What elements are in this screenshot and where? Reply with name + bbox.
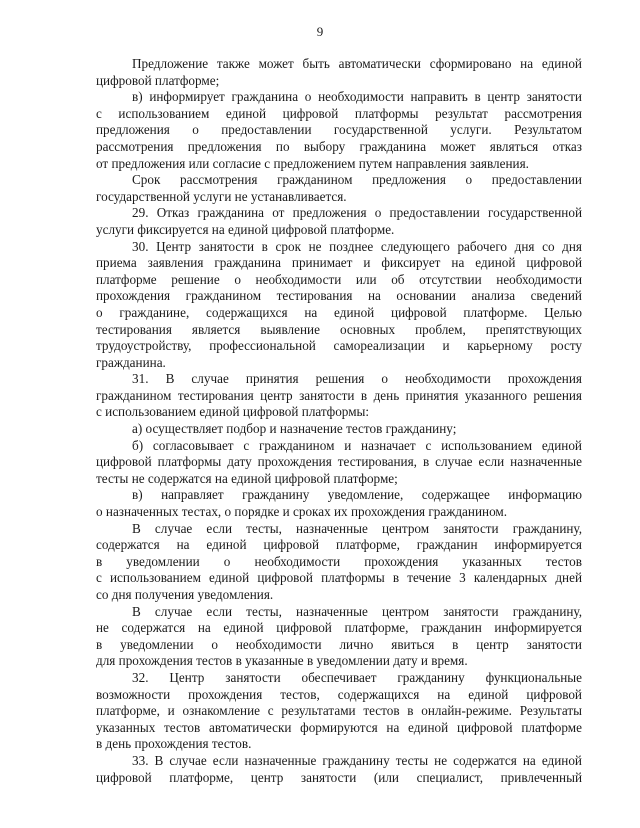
text-line: от предложения или согласие с предложением путем направления заявления.	[96, 155, 529, 171]
text-line: 32. Центр занятости обеспечивает гражданину функциональные	[132, 669, 582, 685]
text-line: цифровой платформе, центр занятости (или специалист, привлеченный	[96, 769, 582, 785]
text-line: а) осуществляет подбор и назначение тестов гражданину;	[132, 421, 457, 437]
text-line: указанных тестов автоматически формируются на единой цифровой платформе	[96, 719, 582, 735]
text-line: не содержатся на единой цифровой платформе, гражданин информируется	[96, 620, 582, 636]
text-line: 29. Отказ гражданина от предложения о предоставлении государственной	[132, 205, 582, 221]
text-line: услуги фиксируется на единой цифровой платформе.	[96, 221, 395, 237]
text-line: тесты не содержатся на единой цифровой платформе;	[96, 470, 398, 486]
text-line: гражданина.	[96, 354, 166, 370]
text-line: в уведомлении о необходимости прохождения указанных тестов	[96, 553, 582, 569]
text-line: 30. Центр занятости в срок не позднее следующего рабочего дня со дня	[132, 238, 582, 254]
text-line: со дня получения уведомления.	[96, 587, 274, 602]
text-line: возможности прохождения тестов, содержащихся на единой цифровой	[96, 686, 582, 702]
text-line: тестирования является выявление основных проблем, препятствующих	[96, 321, 582, 337]
text-line: приема заявления гражданина принимает и фиксирует на единой цифровой	[96, 255, 582, 271]
text-line: в) направляет гражданину уведомление, содержащее информацию	[132, 487, 582, 503]
text-line: о гражданине, содержащихся на единой цифровой платформе. Целью	[96, 304, 582, 320]
text-line: о назначенных тестах, о порядке и сроках их прохождения гражданином.	[96, 504, 508, 520]
text-line: с использованием единой цифровой платформы:	[96, 404, 370, 420]
text-line: в уведомлении о необходимости лично явиться в центр занятости	[96, 636, 582, 652]
text-line: цифровой платформы дату прохождения тестирования, в случае если назначенные	[96, 454, 582, 470]
text-line: в) информирует гражданина о необходимости направить в центр занятости	[132, 89, 582, 105]
text-line: содержатся на единой цифровой платформе, гражданин информируется	[96, 537, 582, 553]
text-line: с использованием единой цифровой платформы в течение 3 календарных дней	[96, 570, 582, 586]
text-line: для прохождения тестов в указанные в уведомлении дату и время.	[96, 653, 468, 669]
text-line: платформе решение о необходимости или об отсутствии необходимости	[96, 271, 582, 287]
text-line: Предложение также может быть автоматически сформировано на единой	[132, 56, 582, 71]
text-line: В случае если тесты, назначенные центром занятости гражданину,	[132, 603, 582, 619]
text-line: прохождения гражданином тестирования на основании анализа сведений	[96, 288, 582, 304]
text-line: государственной услуги не устанавливается.	[96, 188, 347, 204]
text-line: 31. В случае принятия решения о необходимости прохождения	[132, 371, 582, 387]
text-line: предложения о предоставлении государственной услуги. Результатом	[96, 122, 582, 138]
text-line: Срок рассмотрения гражданином предложения о предоставлении	[132, 172, 582, 188]
text-line: трудоустройству, профессиональной самореализации и карьерному росту	[96, 338, 582, 354]
text-line: 33. В случае если назначенные гражданину тесты не содержатся на единой	[132, 752, 582, 768]
body-text	[96, 56, 582, 786]
text-line: в день прохождения тестов.	[96, 736, 252, 752]
text-line: б) согласовывает с гражданином и назначает с использованием единой	[132, 437, 582, 453]
text-line: с использованием единой цифровой платформы результат рассмотрения	[96, 105, 582, 121]
text-line: цифровой платформе;	[96, 72, 220, 88]
text-line: В случае если тесты, назначенные центром занятости гражданину,	[132, 520, 582, 536]
text-line: гражданином тестирования центр занятости в день принятия указанного решения	[96, 387, 582, 403]
page-number: 9	[316, 24, 324, 39]
text-line: рассмотрения предложения по выбору гражданина может являться отказ	[96, 138, 582, 154]
text-line: платформе, и ознакомление с результатами тестов в онлайн-режиме. Результаты	[96, 703, 582, 719]
